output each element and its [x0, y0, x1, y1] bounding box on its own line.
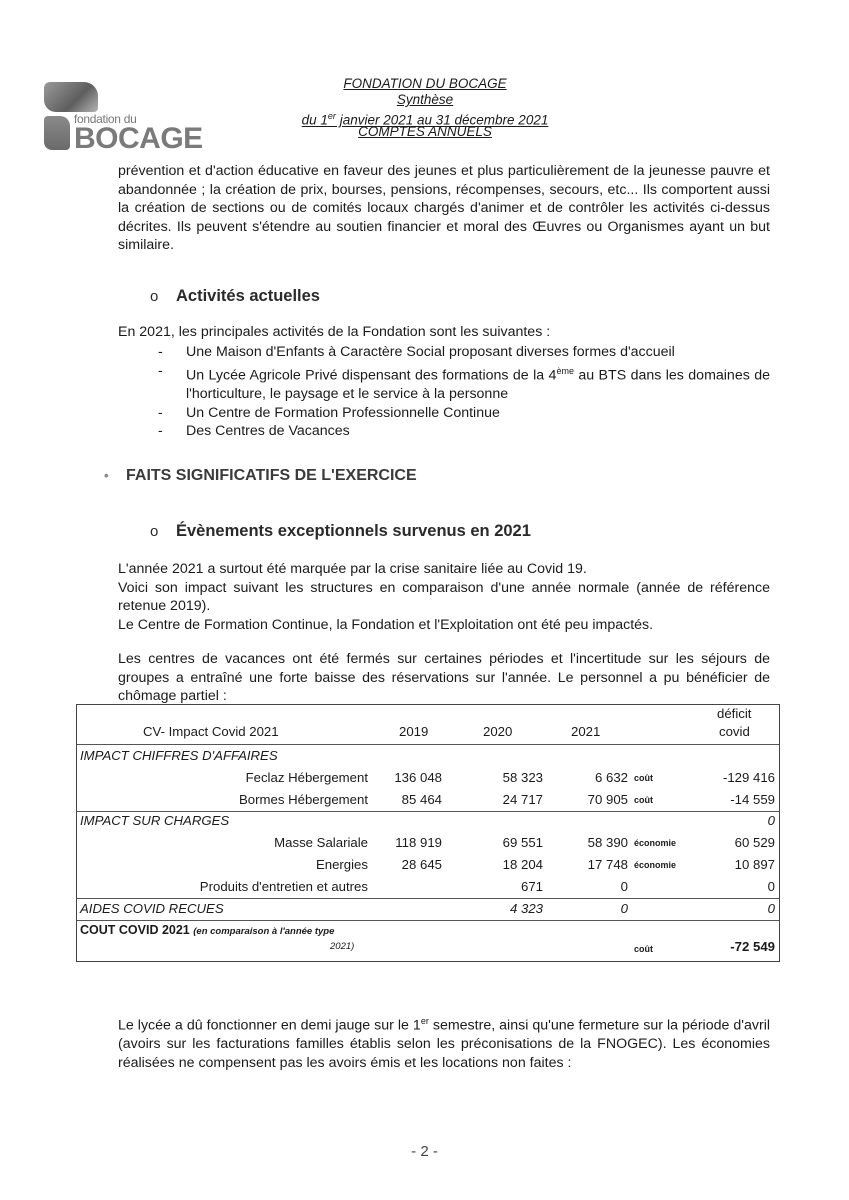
table-row-label: Masse Salariale — [274, 835, 368, 850]
table-cell: 85 464 — [401, 792, 442, 807]
table-cell: 4 323 — [509, 901, 543, 916]
table-cell: 58 323 — [502, 770, 543, 785]
logo-emblem-icon — [44, 82, 98, 112]
table-cell-deficit: 0 — [767, 879, 775, 894]
table-note: coût — [634, 773, 653, 783]
logo-big-text: BOCAGE — [74, 122, 203, 155]
table-rule — [77, 744, 779, 745]
intro-paragraph: prévention et d'action éducative en faveur des jeunes et plus particulièrement de la jeunesse pauvre et abandonnée ; la création de prix, bourses, pensions, récompenses, secours, etc... Ils comportent aussi la création de sections ou de comités locaux chargés d'animer et de contrôler les activités ci-dessus décrites. Ils peuvent s'étendre au soutien financier et moral des Œuvres ou Organismes ayant un but similaire. — [118, 163, 770, 254]
table-cell: 70 905 — [587, 792, 628, 807]
table-row-label: Bormes Hébergement — [238, 792, 368, 807]
logo-emblem-lower-icon — [44, 116, 70, 150]
table-cell-deficit: 0 — [767, 901, 775, 916]
table-cell: 118 919 — [395, 835, 442, 850]
table-cell: 28 645 — [401, 857, 442, 872]
table-total-sublabel: 2021) — [330, 941, 355, 952]
table-row-label: Produits d'entretien et autres — [199, 879, 368, 894]
table-cell: 69 551 — [502, 835, 543, 850]
table-header-2019: 2019 — [399, 724, 429, 739]
header-comptes-annuels: COMPTES ANNUELS — [358, 124, 492, 139]
table-cell: 0 — [620, 879, 628, 894]
table-cell: 17 748 — [587, 857, 628, 872]
covid-impact-table — [76, 704, 780, 962]
table-header-2020: 2020 — [483, 724, 513, 739]
table-cell-deficit: 10 897 — [734, 857, 775, 872]
table-cell: 136 048 — [394, 770, 442, 785]
table-note: économie — [634, 838, 677, 848]
table-row-label: Feclaz Hébergement — [245, 770, 368, 785]
table-cell: 0 — [620, 901, 628, 916]
table-header-2021: 2021 — [571, 724, 601, 739]
activites-lead: En 2021, les principales activités de la Fondation sont les suivantes : — [118, 324, 551, 340]
page-number: - 2 - — [411, 1143, 438, 1160]
circle-bullet-icon: o — [150, 523, 159, 540]
table-cell-deficit: 0 — [767, 813, 775, 828]
evenements-paragraph: L'année 2021 a surtout été marquée par la crise sanitaire liée au Covid 19. Voici son impact suivant les structures en comparaison d'une année normale (année de référence retenue 2019). Le Centre de Formation Continue, la Fondation et l'Exploitation ont été peu impactés. — [118, 561, 770, 633]
table-rule — [77, 811, 779, 812]
table-cell-deficit: 60 529 — [734, 835, 775, 850]
table-row-label: Energies — [315, 857, 368, 872]
lycee-paragraph: Le lycée a dû fonctionner en demi jauge sur le 1er semestre, ainsi qu'une fermeture sur la période d'avril (avoirs sur les facturations familles établis selon les préconisations de la FNOGEC). Les économies réalisées ne compensent pas les avoirs émis et les locations non faites : — [118, 1016, 771, 1071]
header-period: du 1er janvier 2021 au 31 décembre 2021 — [301, 111, 549, 128]
list-item: - Un Lycée Agricole Privé dispensant des formations de la 4ème au BTS dans les domaines de l'horticulture, le paysage et le service à la personne — [158, 362, 770, 402]
table-section-label: AIDES COVID RECUES — [80, 901, 224, 916]
header-synthese: Synthèse — [396, 92, 454, 107]
table-cell: 18 204 — [502, 857, 543, 872]
table-cell-deficit: -14 559 — [730, 792, 775, 807]
table-section-label: IMPACT SUR CHARGES — [80, 813, 230, 828]
table-header-covid: covid — [719, 724, 750, 739]
table-cell-deficit: -129 416 — [722, 770, 775, 785]
table-cell: 671 — [520, 879, 543, 894]
table-cell: 24 717 — [502, 792, 543, 807]
heading-evenements: o Évènements exceptionnels survenus en 2021 — [150, 522, 531, 540]
header-organisation: FONDATION DU BOCAGE — [343, 76, 507, 91]
table-note: coût — [634, 944, 653, 954]
table-header-deficit: déficit — [717, 706, 752, 721]
table-cell: 6 632 — [594, 770, 628, 785]
table-cell: 58 390 — [587, 835, 628, 850]
bullet-dot-icon: • — [104, 468, 109, 483]
table-section-label: IMPACT CHIFFRES D'AFFAIRES — [80, 748, 278, 763]
circle-bullet-icon: o — [150, 288, 159, 305]
list-item: - Une Maison d'Enfants à Caractère Social proposant diverses formes d'accueil — [158, 344, 675, 360]
logo-small-text: fondation du — [74, 112, 137, 126]
table-note: économie — [634, 860, 677, 870]
heading-faits-significatifs: • FAITS SIGNIFICATIFS DE L'EXERCICE — [104, 467, 417, 484]
table-header-label: CV- Impact Covid 2021 — [143, 724, 279, 739]
heading-activites: o Activités actuelles — [150, 287, 320, 305]
activites-list — [158, 343, 770, 441]
vacances-paragraph: Les centres de vacances ont été fermés sur certaines périodes et l'incertitude sur les séjours de groupes a entraîné une forte baisse des réservations sur l'année. Le personnel a pu bénéficier de chômage partiel : — [118, 651, 770, 705]
table-total-label: COUT COVID 2021 (en comparaison à l'année type — [80, 923, 335, 937]
table-rule — [77, 920, 779, 921]
table-rule — [77, 898, 779, 899]
fondation-logo — [40, 76, 210, 162]
list-item: - Un Centre de Formation Professionnelle Continue — [158, 404, 500, 421]
table-total-deficit: -72 549 — [730, 939, 775, 954]
list-item: - Des Centres de Vacances — [158, 423, 350, 440]
table-note: coût — [634, 795, 653, 805]
